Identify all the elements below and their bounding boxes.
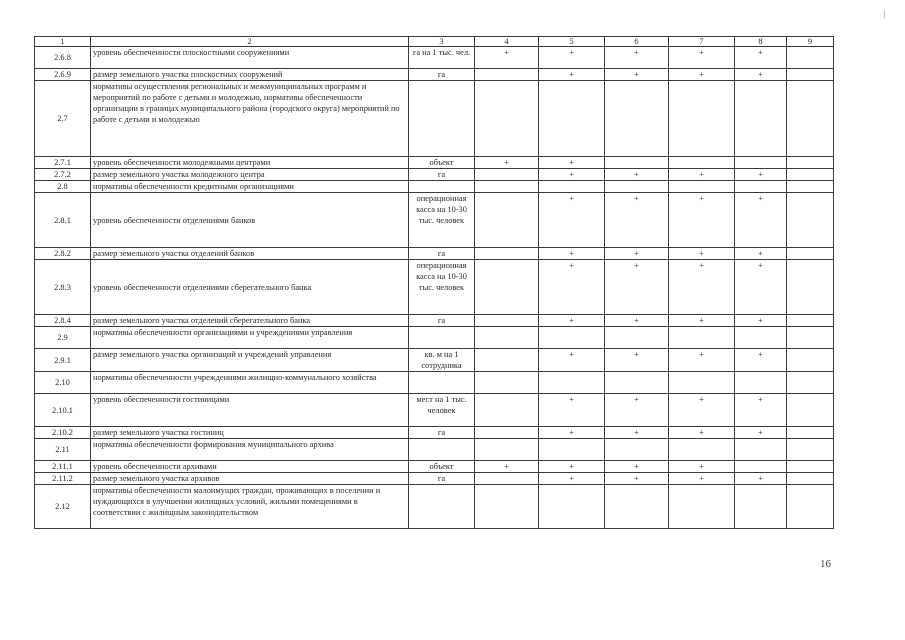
mark-cell: +: [539, 315, 605, 327]
mark-cell: [787, 315, 834, 327]
mark-cell: [735, 372, 787, 394]
table-row: [35, 349, 834, 372]
mark-cell: +: [735, 473, 787, 485]
mark-cell: [669, 327, 735, 349]
row-name: размер земельного участка молодежного центра: [91, 169, 409, 181]
row-code: 2.7.1: [35, 157, 91, 169]
mark-cell: +: [735, 69, 787, 81]
table-row: [35, 157, 834, 169]
mark-cell: +: [735, 315, 787, 327]
header-cell: 6: [605, 37, 669, 47]
row-unit: [409, 485, 475, 529]
row-name: размер земельного участка организаций и учреждений управления: [91, 349, 409, 372]
header-cell: 5: [539, 37, 605, 47]
header-cell: 8: [735, 37, 787, 47]
row-unit: га: [409, 169, 475, 181]
header-cell: 3: [409, 37, 475, 47]
mark-cell: [735, 439, 787, 461]
row-unit: объект: [409, 461, 475, 473]
row-code: 2.12: [35, 485, 91, 529]
mark-cell: [605, 439, 669, 461]
mark-cell: +: [669, 315, 735, 327]
mark-cell: +: [605, 69, 669, 81]
mark-cell: [787, 81, 834, 157]
mark-cell: +: [605, 473, 669, 485]
mark-cell: [735, 461, 787, 473]
row-code: 2.8.2: [35, 248, 91, 260]
table-body: [35, 37, 834, 529]
mark-cell: +: [605, 260, 669, 315]
mark-cell: [475, 315, 539, 327]
mark-cell: [787, 47, 834, 69]
mark-cell: [539, 485, 605, 529]
row-code: 2.8.3: [35, 260, 91, 315]
table-row: [35, 248, 834, 260]
mark-cell: [787, 473, 834, 485]
mark-cell: [787, 69, 834, 81]
mark-cell: [787, 193, 834, 248]
mark-cell: +: [735, 394, 787, 427]
mark-cell: +: [735, 47, 787, 69]
row-name: уровень обеспеченности архивами: [91, 461, 409, 473]
scan-mark: [884, 10, 885, 18]
mark-cell: [475, 260, 539, 315]
mark-cell: [605, 485, 669, 529]
mark-cell: +: [539, 248, 605, 260]
table-row: [35, 485, 834, 529]
mark-cell: +: [539, 427, 605, 439]
mark-cell: [735, 327, 787, 349]
mark-cell: +: [669, 427, 735, 439]
header-cell: 1: [35, 37, 91, 47]
row-code: 2.7.2: [35, 169, 91, 181]
mark-cell: +: [539, 349, 605, 372]
mark-cell: +: [669, 461, 735, 473]
row-code: 2.11.2: [35, 473, 91, 485]
row-code: 2.9.1: [35, 349, 91, 372]
row-unit: га: [409, 69, 475, 81]
mark-cell: +: [735, 193, 787, 248]
row-code: 2.6.8: [35, 47, 91, 69]
mark-cell: [605, 157, 669, 169]
mark-cell: +: [539, 169, 605, 181]
mark-cell: [475, 69, 539, 81]
table-row: [35, 169, 834, 181]
table-row: [35, 427, 834, 439]
row-name: размер земельного участка архивов: [91, 473, 409, 485]
row-unit: кв. м на 1 сотрудника: [409, 349, 475, 372]
row-unit: га: [409, 473, 475, 485]
mark-cell: +: [735, 248, 787, 260]
mark-cell: +: [669, 349, 735, 372]
mark-cell: +: [475, 461, 539, 473]
table-row: [35, 47, 834, 69]
header-cell: 4: [475, 37, 539, 47]
header-cell: 2: [91, 37, 409, 47]
mark-cell: [735, 157, 787, 169]
row-unit: операционная касса на 10-30 тыс. человек: [409, 260, 475, 315]
mark-cell: [475, 169, 539, 181]
row-unit: га на 1 тыс. чел.: [409, 47, 475, 69]
mark-cell: +: [605, 427, 669, 439]
table-row: [35, 193, 834, 248]
mark-cell: [475, 394, 539, 427]
row-unit: [409, 327, 475, 349]
mark-cell: [787, 427, 834, 439]
mark-cell: +: [735, 349, 787, 372]
table-row: [35, 473, 834, 485]
row-name: уровень обеспеченности гостиницами: [91, 394, 409, 427]
mark-cell: [787, 181, 834, 193]
row-unit: операционная касса на 10-30 тыс. человек: [409, 193, 475, 248]
mark-cell: [605, 327, 669, 349]
mark-cell: [475, 193, 539, 248]
row-name: уровень обеспеченности отделениями сберегательного банка: [91, 260, 409, 315]
row-name: уровень обеспеченности отделениями банков: [91, 193, 409, 248]
mark-cell: [787, 439, 834, 461]
mark-cell: +: [475, 47, 539, 69]
mark-cell: [669, 372, 735, 394]
mark-cell: [475, 473, 539, 485]
mark-cell: +: [735, 260, 787, 315]
mark-cell: +: [735, 427, 787, 439]
mark-cell: [475, 439, 539, 461]
mark-cell: +: [539, 69, 605, 81]
mark-cell: +: [669, 394, 735, 427]
row-code: 2.10.1: [35, 394, 91, 427]
row-unit: га: [409, 427, 475, 439]
row-code: 2.10: [35, 372, 91, 394]
mark-cell: [475, 181, 539, 193]
row-name: нормативы обеспеченности кредитными организациями: [91, 181, 409, 193]
mark-cell: +: [605, 193, 669, 248]
page-number: 16: [820, 558, 831, 570]
table-row: [35, 181, 834, 193]
mark-cell: +: [605, 47, 669, 69]
mark-cell: [475, 81, 539, 157]
row-name: нормативы обеспеченности формирования муниципального архива: [91, 439, 409, 461]
mark-cell: +: [539, 47, 605, 69]
row-name: размер земельного участка отделений банков: [91, 248, 409, 260]
row-code: 2.9: [35, 327, 91, 349]
header-row: [35, 37, 834, 47]
table-row: [35, 439, 834, 461]
mark-cell: [605, 372, 669, 394]
mark-cell: [787, 248, 834, 260]
row-name: нормативы обеспеченности учреждениями жилищно-коммунального хозяйства: [91, 372, 409, 394]
row-unit: га: [409, 248, 475, 260]
mark-cell: [539, 327, 605, 349]
mark-cell: +: [605, 169, 669, 181]
table-row: [35, 69, 834, 81]
mark-cell: [669, 157, 735, 169]
row-unit: [409, 439, 475, 461]
mark-cell: +: [669, 473, 735, 485]
mark-cell: [539, 181, 605, 193]
mark-cell: [787, 461, 834, 473]
row-unit: мест на 1 тыс. человек: [409, 394, 475, 427]
mark-cell: +: [539, 260, 605, 315]
row-unit: га: [409, 315, 475, 327]
row-name: размер земельного участка отделений сберегательного банка: [91, 315, 409, 327]
row-unit: [409, 81, 475, 157]
mark-cell: [669, 485, 735, 529]
mark-cell: +: [539, 473, 605, 485]
mark-cell: +: [605, 349, 669, 372]
mark-cell: +: [539, 193, 605, 248]
row-name: уровень обеспеченности плоскостными сооружениями: [91, 47, 409, 69]
mark-cell: [475, 248, 539, 260]
mark-cell: [475, 372, 539, 394]
norms-table: [34, 36, 834, 529]
mark-cell: [735, 181, 787, 193]
row-code: 2.8.4: [35, 315, 91, 327]
mark-cell: [475, 349, 539, 372]
mark-cell: [787, 327, 834, 349]
mark-cell: +: [669, 169, 735, 181]
mark-cell: [669, 181, 735, 193]
mark-cell: +: [669, 193, 735, 248]
mark-cell: [475, 485, 539, 529]
row-name: нормативы обеспеченности малоимущих граждан, проживающих в поселении и нуждающихся в улучшении жилищных условий, жилыми помещениями в соответствии с жилищным законодательством: [91, 485, 409, 529]
mark-cell: [787, 157, 834, 169]
mark-cell: [539, 439, 605, 461]
table-row: [35, 461, 834, 473]
mark-cell: +: [475, 157, 539, 169]
mark-cell: [735, 81, 787, 157]
mark-cell: [475, 327, 539, 349]
mark-cell: [539, 372, 605, 394]
row-code: 2.11.1: [35, 461, 91, 473]
mark-cell: [605, 81, 669, 157]
row-name: нормативы обеспеченности организациями и учреждениями управления: [91, 327, 409, 349]
mark-cell: +: [669, 47, 735, 69]
mark-cell: [539, 81, 605, 157]
header-cell: 7: [669, 37, 735, 47]
row-code: 2.6.9: [35, 69, 91, 81]
table-row: [35, 81, 834, 157]
mark-cell: [787, 260, 834, 315]
mark-cell: +: [669, 69, 735, 81]
mark-cell: [787, 349, 834, 372]
mark-cell: [735, 485, 787, 529]
mark-cell: +: [605, 394, 669, 427]
mark-cell: +: [735, 169, 787, 181]
mark-cell: +: [605, 461, 669, 473]
row-code: 2.11: [35, 439, 91, 461]
table-row: [35, 372, 834, 394]
mark-cell: [787, 372, 834, 394]
row-name: размер земельного участка плоскостных сооружений: [91, 69, 409, 81]
row-code: 2.10.2: [35, 427, 91, 439]
mark-cell: [475, 427, 539, 439]
row-code: 2.8: [35, 181, 91, 193]
mark-cell: [787, 394, 834, 427]
mark-cell: +: [669, 260, 735, 315]
table-row: [35, 260, 834, 315]
mark-cell: +: [539, 461, 605, 473]
row-name: уровень обеспеченности молодежными центрами: [91, 157, 409, 169]
table-row: [35, 327, 834, 349]
mark-cell: [669, 439, 735, 461]
mark-cell: +: [539, 394, 605, 427]
mark-cell: [605, 181, 669, 193]
mark-cell: [787, 169, 834, 181]
row-code: 2.8.1: [35, 193, 91, 248]
header-cell: 9: [787, 37, 834, 47]
mark-cell: +: [539, 157, 605, 169]
mark-cell: +: [669, 248, 735, 260]
row-code: 2.7: [35, 81, 91, 157]
mark-cell: [787, 485, 834, 529]
row-name: размер земельного участка гостиниц: [91, 427, 409, 439]
row-name: нормативы осуществления региональных и межмуниципальных программ и мероприятий по работе с детьми и молодежью, нормативы обеспеченности организации в границах муниципального района (городского округа) мероприятий по работе с детьми и молодежью: [91, 81, 409, 157]
table-row: [35, 315, 834, 327]
table-row: [35, 394, 834, 427]
mark-cell: [669, 81, 735, 157]
row-unit: объект: [409, 157, 475, 169]
mark-cell: +: [605, 248, 669, 260]
mark-cell: +: [605, 315, 669, 327]
row-unit: [409, 181, 475, 193]
row-unit: [409, 372, 475, 394]
